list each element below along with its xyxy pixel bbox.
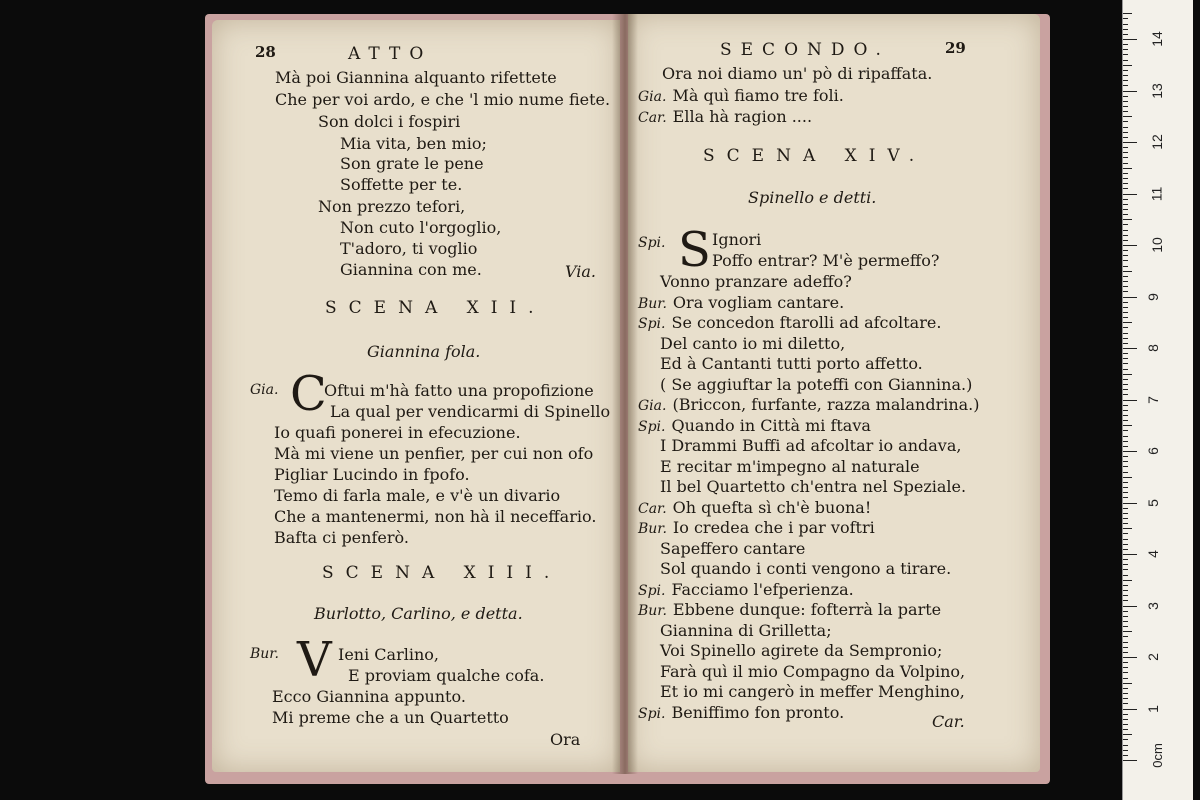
line-text: Et io mi cangerò in meffer Menghino, xyxy=(660,682,965,701)
ruler-tick xyxy=(1123,39,1137,40)
verse-line: Son dolci i fospiri xyxy=(318,112,461,131)
ruler-tick xyxy=(1123,168,1132,169)
ruler-tick xyxy=(1123,600,1128,601)
ruler-number: 13 xyxy=(1148,82,1165,99)
ruler-tick xyxy=(1123,590,1128,591)
verse-line: Temo di farla male, e v'è un divario xyxy=(274,486,561,505)
ruler-unit: 0cm xyxy=(1149,743,1165,768)
ruler-tick xyxy=(1123,533,1128,534)
ruler-tick xyxy=(1123,214,1128,215)
ruler-tick xyxy=(1123,719,1128,720)
ruler-number: 10 xyxy=(1148,237,1165,253)
ruler-tick xyxy=(1123,276,1128,277)
ruler-tick xyxy=(1123,152,1128,153)
ruler-tick xyxy=(1123,544,1128,545)
scene-heading: SCENA XII. xyxy=(325,298,546,318)
ruler-tick xyxy=(1123,394,1128,395)
dialogue-line xyxy=(660,334,845,354)
ruler-number: 9 xyxy=(1144,292,1161,301)
line-text: Sapeffero cantare xyxy=(660,539,806,558)
ruler-tick xyxy=(1123,420,1128,421)
ruler-tick xyxy=(1123,250,1128,251)
speaker-label: Car. xyxy=(638,110,667,126)
line-text: Ella hà ragion .... xyxy=(672,107,813,126)
verse-line: Ignori xyxy=(712,230,762,249)
ruler-tick xyxy=(1123,405,1128,406)
speaker-label: Bur. xyxy=(250,646,279,662)
ruler-tick xyxy=(1123,734,1132,735)
dialogue-line xyxy=(638,86,844,107)
ruler-tick xyxy=(1123,657,1137,658)
ruler-tick xyxy=(1123,65,1132,66)
ruler-tick xyxy=(1123,116,1132,117)
ruler-tick xyxy=(1123,173,1128,174)
ruler-tick xyxy=(1123,49,1128,50)
ruler-tick xyxy=(1123,575,1128,576)
ruler-tick xyxy=(1123,224,1128,225)
ruler-tick xyxy=(1123,441,1128,442)
drop-cap: C xyxy=(290,366,327,422)
line-text: Ebbene dunque: fofterrà la parte xyxy=(672,600,942,619)
speaker-label: Bur. xyxy=(638,603,667,619)
ruler-tick xyxy=(1123,327,1128,328)
scene-heading: SCENA XIII. xyxy=(322,563,562,583)
ruler-tick xyxy=(1123,703,1128,704)
ruler-tick xyxy=(1123,755,1128,756)
ruler-tick xyxy=(1123,85,1128,86)
ruler-tick xyxy=(1123,281,1128,282)
ruler-tick xyxy=(1123,503,1137,504)
ruler-tick xyxy=(1123,80,1128,81)
verse-line: Giannina con me. xyxy=(340,260,482,279)
ruler-tick xyxy=(1123,389,1128,390)
ruler-tick xyxy=(1123,219,1132,220)
ruler-tick xyxy=(1123,183,1128,184)
ruler-tick xyxy=(1123,322,1132,323)
verse-line: Mà poi Giannina alquanto rifettete xyxy=(275,68,557,87)
dialogue-line xyxy=(660,539,805,559)
drop-cap: V xyxy=(297,632,332,688)
verse-line: Pigliar Lucindo in fpofo. xyxy=(274,465,470,484)
ruler-tick xyxy=(1123,142,1137,143)
ruler-tick xyxy=(1123,44,1128,45)
ruler-tick xyxy=(1123,760,1137,761)
catchword: Ora xyxy=(550,730,581,749)
ruler-tick xyxy=(1123,188,1128,189)
dialogue-line xyxy=(638,313,941,334)
verse-line: La qual per vendicarmi di Spinello xyxy=(330,402,611,421)
ruler-tick xyxy=(1123,245,1137,246)
ruler-tick xyxy=(1123,235,1128,236)
ruler-tick xyxy=(1123,157,1128,158)
ruler-tick xyxy=(1123,554,1137,555)
ruler-tick xyxy=(1123,312,1128,313)
ruler-tick xyxy=(1123,13,1132,14)
line-text: (Briccon, furfante, razza malandrina.) xyxy=(672,395,980,414)
ruler-tick xyxy=(1123,209,1128,210)
speaker-label: Bur. xyxy=(638,296,667,312)
line-text: Ora noi diamo un' pò di ripaffata. xyxy=(662,64,933,83)
ruler-tick xyxy=(1123,338,1128,339)
verse-line: T'adoro, ti voglio xyxy=(340,239,478,258)
right-running-head: SECONDO. xyxy=(720,40,890,60)
speaker-label: Spi. xyxy=(638,583,666,599)
ruler-tick xyxy=(1123,559,1128,560)
dialogue-line xyxy=(660,354,923,374)
measurement-ruler xyxy=(1122,0,1193,800)
verse-line: Che per voi ardo, e che 'l mio nume fiete. xyxy=(275,90,611,109)
ruler-tick xyxy=(1123,137,1128,138)
ruler-tick xyxy=(1123,672,1128,673)
ruler-number: 3 xyxy=(1144,601,1161,610)
ruler-tick xyxy=(1123,106,1128,107)
speaker-label: Spi. xyxy=(638,316,666,332)
ruler-tick xyxy=(1123,662,1128,663)
ruler-tick xyxy=(1123,132,1128,133)
dialogue-line xyxy=(638,395,980,416)
ruler-tick xyxy=(1123,528,1132,529)
ruler-tick xyxy=(1123,508,1128,509)
verse-line: Io quafi ponerei in efecuzione. xyxy=(274,423,521,442)
ruler-tick xyxy=(1123,18,1128,19)
ruler-tick xyxy=(1123,714,1128,715)
dialogue-line xyxy=(638,64,932,85)
ruler-tick xyxy=(1123,415,1128,416)
ruler-tick xyxy=(1123,539,1128,540)
ruler-tick xyxy=(1123,70,1128,71)
verse-line: Ieni Carlino, xyxy=(338,645,439,664)
line-text: Ed à Cantanti tutti porto affetto. xyxy=(660,354,923,373)
ruler-tick xyxy=(1123,333,1128,334)
ruler-tick xyxy=(1123,621,1128,622)
ruler-tick xyxy=(1123,271,1132,272)
book-gutter xyxy=(612,14,638,774)
ruler-tick xyxy=(1123,266,1128,267)
speaker-label: Bur. xyxy=(638,521,667,537)
ruler-tick xyxy=(1123,163,1128,164)
verse-line: Mà mi viene un penfier, per cui non ofo xyxy=(274,444,594,463)
line-text: Del canto io mi diletto, xyxy=(660,334,846,353)
ruler-tick xyxy=(1123,147,1128,148)
speaker-label: Car. xyxy=(638,501,667,517)
ruler-tick xyxy=(1123,616,1128,617)
ruler-number: 14 xyxy=(1148,31,1165,47)
verse-line: Ecco Giannina appunto. xyxy=(272,687,466,706)
ruler-tick xyxy=(1123,60,1128,61)
ruler-tick xyxy=(1123,580,1132,581)
ruler-tick xyxy=(1123,642,1128,643)
ruler-tick xyxy=(1123,286,1128,287)
dialogue-line xyxy=(660,662,965,682)
ruler-number: 1 xyxy=(1144,704,1161,713)
speaker-label: Spi. xyxy=(638,235,666,251)
ruler-tick xyxy=(1123,492,1128,493)
ruler-tick xyxy=(1123,477,1132,478)
ruler-tick xyxy=(1123,307,1128,308)
ruler-tick xyxy=(1123,111,1128,112)
line-text: Beniffimo fon pronto. xyxy=(671,703,845,722)
line-text: E recitar m'impegno al naturale xyxy=(660,457,920,476)
line-text: Quando in Città mi ftava xyxy=(671,416,871,435)
ruler-tick xyxy=(1123,482,1128,483)
ruler-tick xyxy=(1123,291,1128,292)
ruler-tick xyxy=(1123,739,1128,740)
ruler-tick xyxy=(1123,400,1137,401)
ruler-tick xyxy=(1123,436,1128,437)
dialogue-line xyxy=(638,600,941,621)
ruler-tick xyxy=(1123,358,1128,359)
verse-line: E proviam qualche cofa. xyxy=(348,666,545,685)
ruler-tick xyxy=(1123,199,1128,200)
ruler-tick xyxy=(1123,606,1137,607)
ruler-tick xyxy=(1123,709,1137,710)
ruler-tick xyxy=(1123,750,1128,751)
verse-line: Soffette per te. xyxy=(340,175,463,194)
left-running-head: ATTO xyxy=(348,44,433,64)
ruler-tick xyxy=(1123,260,1128,261)
ruler-tick xyxy=(1123,410,1128,411)
line-text: Sol quando i conti vengono a tirare. xyxy=(660,559,952,578)
line-text: Io credea che i par voftri xyxy=(672,518,875,537)
ruler-tick xyxy=(1123,75,1128,76)
scene-cast: Burlotto, Carlino, e detta. xyxy=(314,604,523,623)
dialogue-line xyxy=(660,436,961,456)
ruler-tick xyxy=(1123,343,1128,344)
verse-line: Mia vita, ben mio; xyxy=(340,134,487,153)
dialogue-line xyxy=(660,375,972,395)
ruler-tick xyxy=(1123,446,1128,447)
speaker-label: Gia. xyxy=(638,89,667,105)
verse-line: Non cuto l'orgoglio, xyxy=(340,218,502,237)
line-text: Il bel Quartetto ch'entra nel Speziale. xyxy=(660,477,967,496)
dialogue-line xyxy=(660,457,920,477)
ruler-tick xyxy=(1123,255,1128,256)
ruler-tick xyxy=(1123,178,1128,179)
ruler-tick xyxy=(1123,384,1128,385)
ruler-number: 5 xyxy=(1144,498,1161,507)
drop-cap: S xyxy=(678,222,711,278)
ruler-number: 7 xyxy=(1144,395,1161,404)
ruler-tick xyxy=(1123,34,1128,35)
ruler-tick xyxy=(1123,636,1128,637)
ruler-tick xyxy=(1123,230,1128,231)
dialogue-line xyxy=(638,518,875,539)
ruler-tick xyxy=(1123,523,1128,524)
line-text: Facciamo l'efperienza. xyxy=(671,580,854,599)
ruler-tick xyxy=(1123,379,1128,380)
stage-direction: Via. xyxy=(565,262,597,281)
scene-heading: SCENA XIV. xyxy=(703,146,927,166)
ruler-tick xyxy=(1123,626,1128,627)
right-page-number: 29 xyxy=(945,39,966,57)
ruler-tick xyxy=(1123,549,1128,550)
ruler-tick xyxy=(1123,54,1128,55)
speaker-label: Spi. xyxy=(638,706,666,722)
ruler-number: 6 xyxy=(1144,447,1161,455)
catchword: Car. xyxy=(932,712,965,731)
speaker-label: Gia. xyxy=(638,398,667,414)
left-page-number: 28 xyxy=(255,43,276,61)
line-text: ( Se aggiuftar la poteffi con Giannina.) xyxy=(660,375,973,394)
ruler-tick xyxy=(1123,353,1128,354)
line-text: Mà quì fiamo tre foli. xyxy=(672,86,844,105)
dialogue-line xyxy=(660,559,951,579)
ruler-tick xyxy=(1123,518,1128,519)
dialogue-line xyxy=(638,107,812,128)
ruler-tick xyxy=(1123,29,1128,30)
dialogue-line xyxy=(660,641,942,661)
ruler-number: 2 xyxy=(1144,653,1161,661)
scene-cast: Spinello e detti. xyxy=(748,188,877,207)
ruler-tick xyxy=(1123,569,1128,570)
verse-line: Mi preme che a un Quartetto xyxy=(272,708,509,727)
ruler-tick xyxy=(1123,693,1128,694)
ruler-tick xyxy=(1123,24,1128,25)
ruler-tick xyxy=(1123,297,1137,298)
ruler-tick xyxy=(1123,497,1128,498)
verse-line: Son grate le pene xyxy=(340,154,484,173)
dialogue-line xyxy=(660,477,966,497)
line-text: Voi Spinello agirete da Sempronio; xyxy=(660,641,943,660)
dialogue-line xyxy=(638,498,871,519)
ruler-tick xyxy=(1123,317,1128,318)
ruler-tick xyxy=(1123,425,1132,426)
ruler-tick xyxy=(1123,451,1137,452)
ruler-tick xyxy=(1123,611,1128,612)
ruler-tick xyxy=(1123,678,1128,679)
ruler-tick xyxy=(1123,369,1128,370)
ruler-tick xyxy=(1123,631,1132,632)
ruler-tick xyxy=(1123,564,1128,565)
ruler-tick xyxy=(1123,456,1128,457)
ruler-tick xyxy=(1123,688,1128,689)
ruler-tick xyxy=(1123,729,1128,730)
ruler-tick xyxy=(1123,194,1137,195)
verse-line: Poffo entrar? M'è permeffo? xyxy=(712,251,940,270)
ruler-tick xyxy=(1123,472,1128,473)
ruler-tick xyxy=(1123,667,1128,668)
line-text: Ora vogliam cantare. xyxy=(672,293,845,312)
dialogue-line xyxy=(638,580,854,601)
verse-line: Che a mantenermi, non hà il neceffario. xyxy=(274,507,597,526)
ruler-tick xyxy=(1123,652,1128,653)
ruler-tick xyxy=(1123,513,1128,514)
ruler-tick xyxy=(1123,348,1137,349)
line-text: Oh quefta sì ch'è buona! xyxy=(672,498,872,517)
ruler-tick xyxy=(1123,647,1128,648)
ruler-tick xyxy=(1123,466,1128,467)
ruler-tick xyxy=(1123,302,1128,303)
speaker-label: Gia. xyxy=(250,382,279,398)
dialogue-line xyxy=(638,416,871,437)
ruler-tick xyxy=(1123,91,1137,92)
ruler-tick xyxy=(1123,683,1132,684)
ruler-tick xyxy=(1123,374,1132,375)
ruler-tick xyxy=(1123,363,1128,364)
ruler-tick xyxy=(1123,240,1128,241)
ruler-tick xyxy=(1123,430,1128,431)
ruler-tick xyxy=(1123,127,1128,128)
ruler-tick xyxy=(1123,96,1128,97)
ruler-tick xyxy=(1123,121,1128,122)
ruler-tick xyxy=(1123,101,1128,102)
ruler-number: 8 xyxy=(1144,344,1161,352)
ruler-tick xyxy=(1123,204,1128,205)
verse-line: Bafta ci penferò. xyxy=(274,528,409,547)
line-text: Giannina di Grilletta; xyxy=(660,621,832,640)
ruler-tick xyxy=(1123,461,1128,462)
dialogue-line xyxy=(660,621,832,641)
ruler-tick xyxy=(1123,724,1128,725)
ruler-tick xyxy=(1123,595,1128,596)
ruler-tick xyxy=(1123,745,1128,746)
dialogue-line xyxy=(638,703,844,724)
line-text: Farà quì il mio Compagno da Volpino, xyxy=(660,662,966,681)
verse-line: Non prezzo tefori, xyxy=(318,197,466,216)
ruler-number: 4 xyxy=(1144,550,1161,558)
ruler-tick xyxy=(1123,487,1128,488)
scene-cast: Giannina fola. xyxy=(367,342,481,361)
ruler-tick xyxy=(1123,585,1128,586)
ruler-tick xyxy=(1123,698,1128,699)
line-text: I Drammi Buffi ad afcoltar io andava, xyxy=(660,436,962,455)
speaker-label: Spi. xyxy=(638,419,666,435)
line-text: Se concedon ftarolli ad afcoltare. xyxy=(671,313,942,332)
ruler-number: 12 xyxy=(1148,134,1165,150)
dialogue-line xyxy=(638,293,844,314)
verse-line: Oftui m'hà fatto una propofizione xyxy=(324,381,594,400)
dialogue-line xyxy=(660,682,965,702)
line-text: Vonno pranzare adeffo? xyxy=(660,272,852,291)
dialogue-line xyxy=(660,272,852,292)
ruler-number: 11 xyxy=(1148,186,1165,201)
